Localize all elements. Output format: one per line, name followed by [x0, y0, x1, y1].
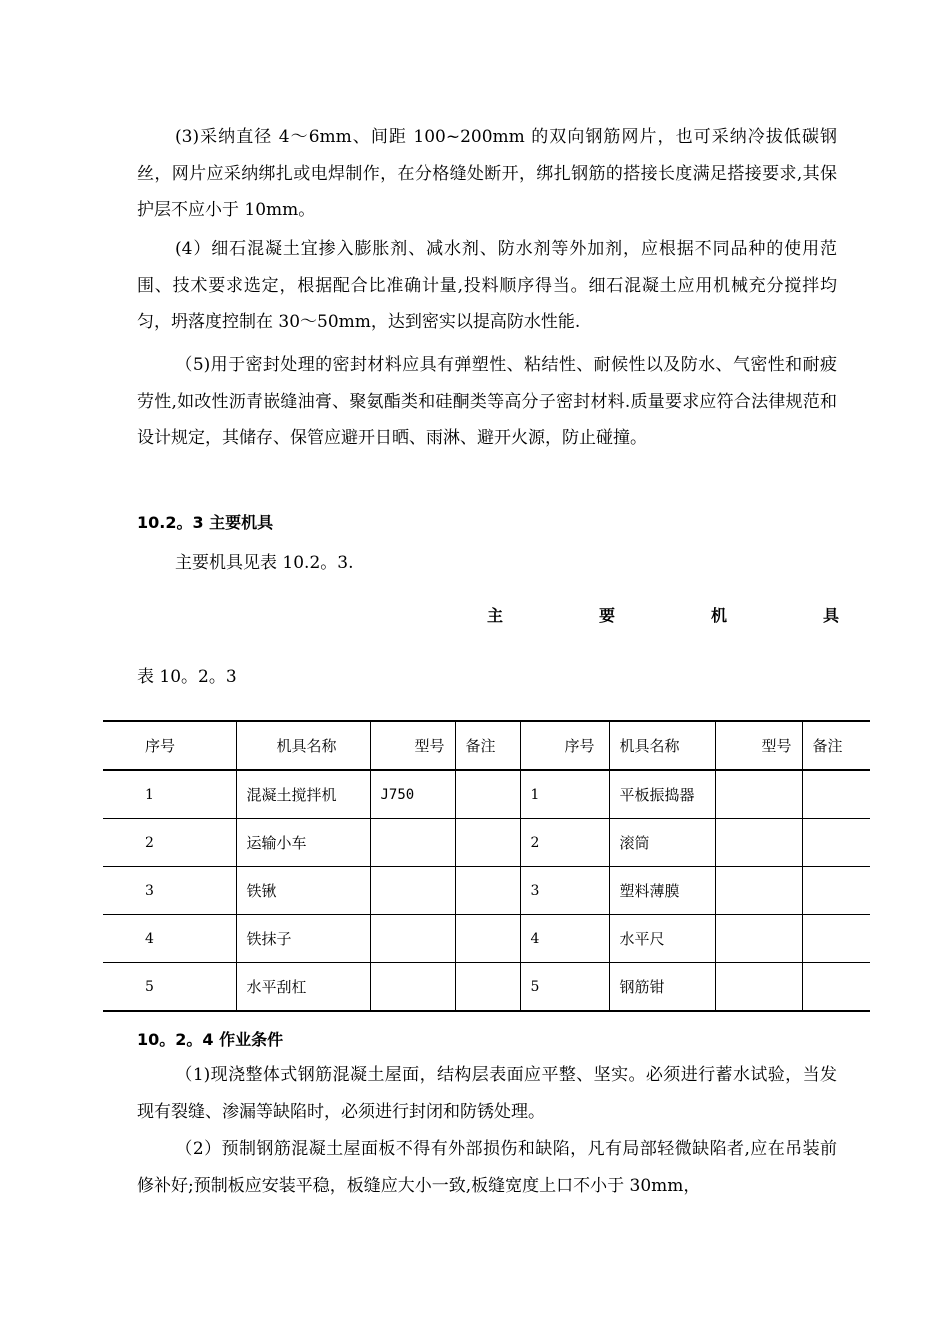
cell-tool-name: 水平刮杠	[236, 963, 370, 1012]
header-tool-name: 机具名称	[236, 721, 370, 770]
header-tool-name: 机具名称	[609, 721, 715, 770]
cell-seq: 1	[520, 770, 609, 819]
section-heading-main-tools: 10.2。3 主要机具	[137, 513, 274, 532]
cell-remark	[455, 915, 520, 963]
table-title-char: 要	[598, 606, 615, 625]
table-row	[103, 915, 870, 963]
cell-seq: 5	[520, 963, 609, 1012]
header-seq: 序号	[520, 721, 609, 770]
cell-model	[370, 819, 455, 867]
cell-model	[715, 867, 802, 915]
cell-seq: 1	[103, 770, 236, 819]
table-header-row	[103, 721, 870, 770]
cell-seq: 4	[520, 915, 609, 963]
header-model: 型号	[370, 721, 455, 770]
cell-tool-name: 塑料薄膜	[609, 867, 715, 915]
table-title-char: 主	[487, 606, 504, 625]
cell-model	[715, 819, 802, 867]
header-model: 型号	[715, 721, 802, 770]
cell-tool-name: 滚筒	[609, 819, 715, 867]
cell-remark	[802, 770, 870, 819]
cell-remark	[455, 819, 520, 867]
cell-model	[715, 770, 802, 819]
table-title	[487, 603, 839, 626]
table-row	[103, 963, 870, 1012]
section-heading-working-conditions: 10。2。4 作业条件	[137, 1030, 284, 1049]
cell-seq: 2	[520, 819, 609, 867]
cell-tool-name: 水平尺	[609, 915, 715, 963]
tools-table	[103, 720, 870, 1012]
cell-tool-name: 运输小车	[236, 819, 370, 867]
cell-seq: 3	[103, 867, 236, 915]
cell-model: J750	[370, 770, 455, 819]
cell-model	[370, 867, 455, 915]
cell-model	[715, 915, 802, 963]
cell-tool-name: 铁抹子	[236, 915, 370, 963]
paragraph-5: （5)用于密封处理的密封材料应具有弹塑性、粘结性、耐候性以及防水、气密性和耐疲劳性,如改性沥青嵌缝油膏、聚氨酯类和硅酮类等高分子密封材料.质量要求应符合法律规范和设计规定，其储存、保管应避开日晒、雨淋、避开火源，防止碰撞。	[137, 355, 837, 448]
tools-intro-text: 主要机具见表 10.2。3.	[175, 553, 354, 573]
table-number: 表 10。2。3	[137, 667, 237, 687]
cell-remark	[802, 819, 870, 867]
paragraph-condition-2: （2）预制钢筋混凝土屋面板不得有外部损伤和缺陷，凡有局部轻微缺陷者,应在吊装前修补好;预制板应安装平稳，板缝应大小一致,板缝宽度上口不小于 30mm，	[137, 1139, 837, 1196]
cell-remark	[455, 867, 520, 915]
cell-remark	[802, 963, 870, 1012]
paragraph-condition-1: （1)现浇整体式钢筋混凝土屋面，结构层表面应平整、坚实。必须进行蓄水试验，当发现有裂缝、渗漏等缺陷时，必须进行封闭和防锈处理。	[137, 1065, 837, 1122]
table-row	[103, 770, 870, 819]
cell-remark	[802, 867, 870, 915]
cell-seq: 3	[520, 867, 609, 915]
table-title-char: 具	[822, 606, 839, 625]
cell-tool-name: 混凝土搅拌机	[236, 770, 370, 819]
cell-model	[370, 963, 455, 1012]
cell-model	[715, 963, 802, 1012]
cell-seq: 4	[103, 915, 236, 963]
cell-seq: 2	[103, 819, 236, 867]
paragraph-3: (3)采纳直径 4～6mm、间距 100~200mm 的双向钢筋网片，也可采纳冷拔低碳钢丝，网片应采纳绑扎或电焊制作，在分格缝处断开，绑扎钢筋的搭接长度满足搭接要求,其保护层不应小于 10mm。	[137, 127, 837, 220]
header-remark: 备注	[802, 721, 870, 770]
cell-remark	[455, 770, 520, 819]
paragraph-4: (4）细石混凝土宜掺入膨胀剂、减水剂、防水剂等外加剂，应根据不同品种的使用范围、技术要求选定，根据配合比准确计量,投料顺序得当。细石混凝土应用机械充分搅拌均匀，坍落度控制在 30～50mm，达到密实以提高防水性能.	[137, 239, 837, 332]
cell-seq: 5	[103, 963, 236, 1012]
table-row	[103, 819, 870, 867]
header-seq: 序号	[103, 721, 236, 770]
table-title-char: 机	[710, 606, 727, 625]
cell-model	[370, 915, 455, 963]
cell-tool-name: 平板振捣器	[609, 770, 715, 819]
header-remark: 备注	[455, 721, 520, 770]
table-row	[103, 867, 870, 915]
cell-tool-name: 铁锹	[236, 867, 370, 915]
cell-remark	[455, 963, 520, 1012]
cell-tool-name: 钢筋钳	[609, 963, 715, 1012]
cell-remark	[802, 915, 870, 963]
